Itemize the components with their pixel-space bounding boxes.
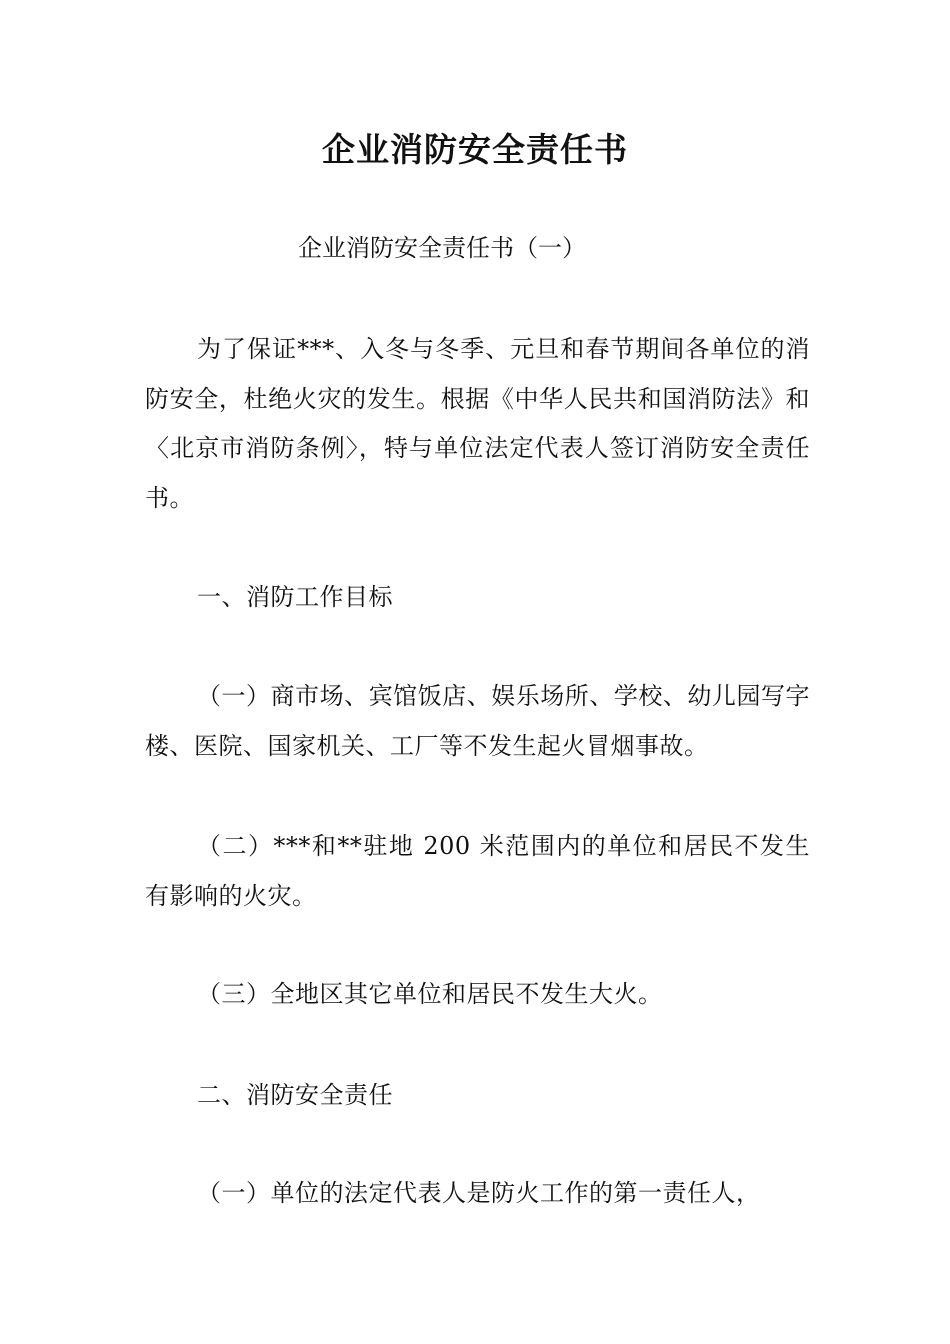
intro-paragraph: 为了保证***、入冬与冬季、元旦和春节期间各单位的消防安全，杜绝火灾的发生。根据《中华人民共和国消防法》和〈北京市消防条例〉，特与单位法定代表人签订消防安全责任书。 [145,335,810,512]
responsibility-item-1: （一）单位的法定代表人是防火工作的第一责任人， [197,1179,761,1207]
section-heading-responsibility: 二、消防安全责任 [197,1081,393,1109]
goal-item-2: （二）***和**驻地 200 米范围内的单位和居民不发生有影响的火灾。 [145,832,810,910]
document-title: 企业消防安全责任书 [322,130,628,169]
document-subtitle: 企业消防安全责任书（一） [298,234,586,262]
section-heading-goals: 一、消防工作目标 [197,583,393,611]
goal-item-3: （三）全地区其它单位和居民不发生大火。 [197,980,663,1008]
goal-item-1: （一）商市场、宾馆饭店、娱乐场所、学校、幼儿园写字楼、医院、国家机关、工厂等不发生起火冒烟事故。 [145,682,810,760]
